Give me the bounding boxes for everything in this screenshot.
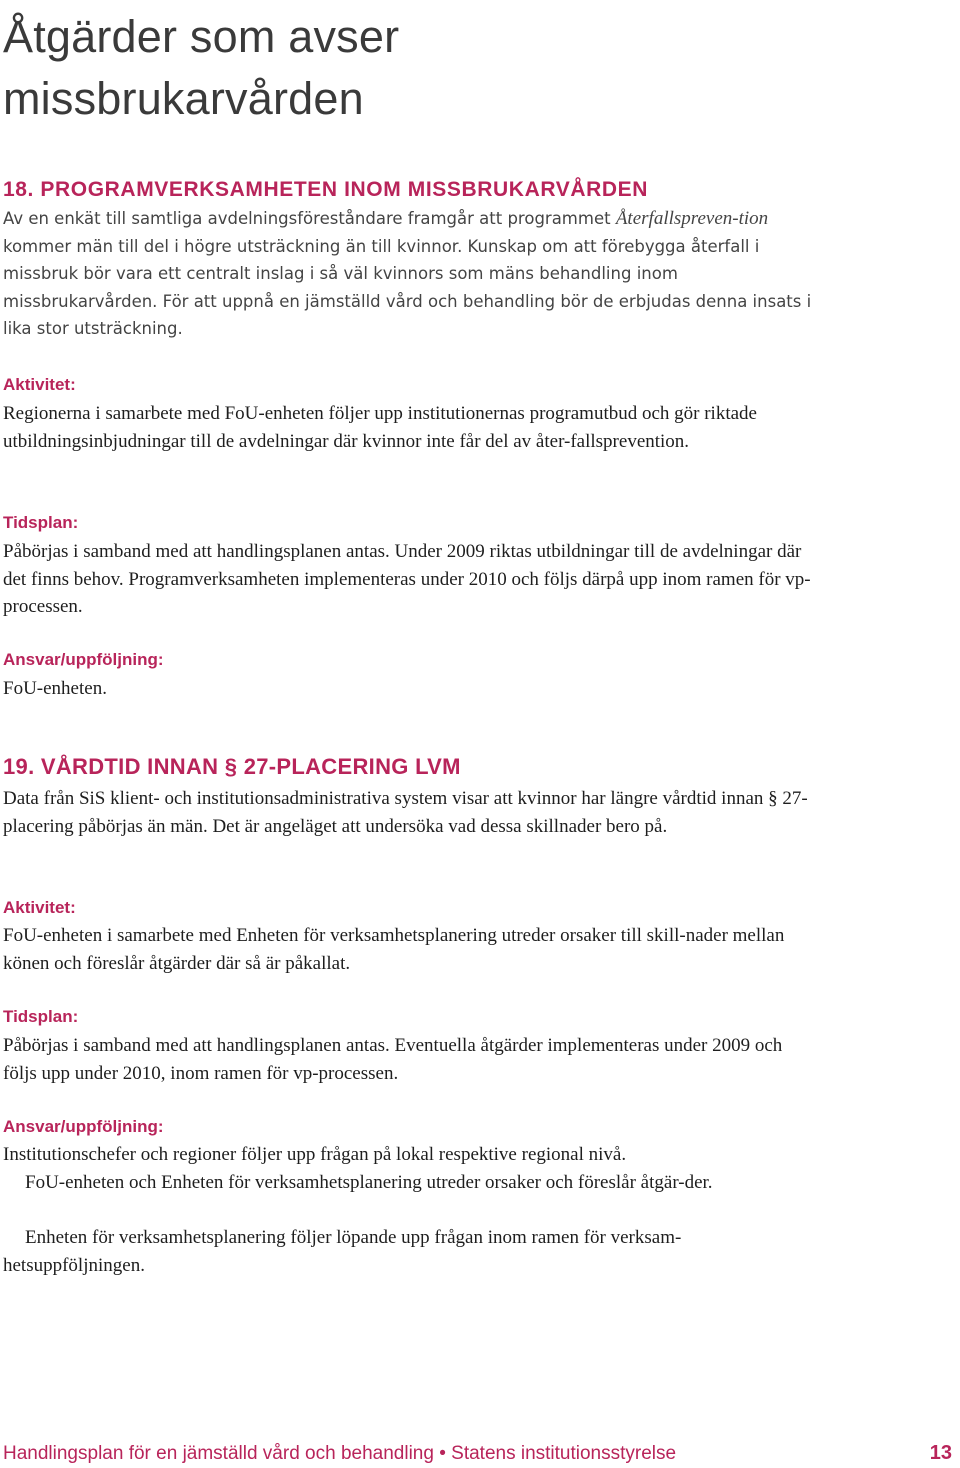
section-19-responsible-text-3: Enheten för verksamhetsplanering följer löpande upp frågan inom ramen för verksam-hetsuppföljningen. [3, 1227, 682, 1276]
section-18-activity-label: Aktivitet: [3, 375, 76, 394]
section-18-timeline-text: Påbörjas i samband med att handlingsplanen antas. Under 2009 riktas utbildningar till de avdelningar där det finns behov. Programverksamheten implementeras under 2010 och följs därpå upp inom ramen för vp-processen. [3, 541, 811, 617]
section-18-intro-part-1: Av en enkät till samtliga avdelningsföreståndare framgår att programmet [3, 209, 616, 228]
page-title-line-1: Åtgärder som avser [3, 11, 400, 62]
section-19-activity-text: FoU-enheten i samarbete med Enheten för verksamhetsplanering utreder orsaker till skill-nader mellan könen och föreslår åtgärder där så är påkallat. [3, 925, 785, 974]
section-18-responsible-label: Ansvar/uppföljning: [3, 650, 164, 669]
section-19-timeline-label: Tidsplan: [3, 1007, 79, 1026]
section-19-heading: 19. VÅRDTID INNAN § 27-PLACERING LVM [3, 754, 461, 779]
section-19-activity-label: Aktivitet: [3, 898, 76, 917]
section-19-responsible-text-1: Institutionschefer och regioner följer upp frågan på lokal respektive regional nivå. [3, 1144, 627, 1165]
section-18-intro [3, 205, 818, 343]
section-18-heading: 18. PROGRAMVERKSAMHETEN INOM MISSBRUKARVÅRDEN [3, 178, 649, 201]
section-19-intro: Data från SiS klient- och institutionsadministrativa system visar att kvinnor har längre vårdtid innan § 27-placering påbörjas än män. Det är angeläget att undersöka vad dessa skillnader bero på. [3, 788, 808, 837]
page-footer: Handlingsplan för en jämställd vård och behandling • Statens institutionsstyrelse [3, 1443, 677, 1464]
section-19-responsible-text-2: FoU-enheten och Enheten för verksamhetsplanering utreder orsaker och föreslår åtgär-der. [25, 1172, 713, 1193]
page-title [3, 6, 399, 130]
section-18-activity-text: Regionerna i samarbete med FoU-enheten följer upp institutionernas programutbud och gör riktade utbildningsinbjudningar till de avdelningar där kvinnor inte får del av åter-fallsprevention. [3, 403, 757, 452]
section-19-timeline-text: Påbörjas i samband med att handlingsplanen antas. Eventuella åtgärder implementeras under 2009 och följs upp under 2010, inom ramen för vp-processen. [3, 1035, 783, 1084]
section-18-responsible-text: FoU-enheten. [3, 678, 107, 699]
section-18-program-name: Återfallspreven-tion [615, 208, 769, 229]
section-18-intro-part-2: kommer män till del i högre utsträckning än till kvinnor. Kunskap om att förebygga återfall i missbruk bör vara ett centralt inslag i så väl kvinnors som mäns behandling inom missbrukarvården. För att uppnå en jämställd vård och behandling bör de erbjudas denna insats i lika stor utsträckning. [3, 236, 812, 338]
section-19-responsible-label: Ansvar/uppföljning: [3, 1117, 164, 1136]
page-number: 13 [929, 1442, 952, 1464]
page-title-line-2: missbrukarvården [3, 73, 364, 124]
section-18-timeline-label: Tidsplan: [3, 513, 79, 532]
